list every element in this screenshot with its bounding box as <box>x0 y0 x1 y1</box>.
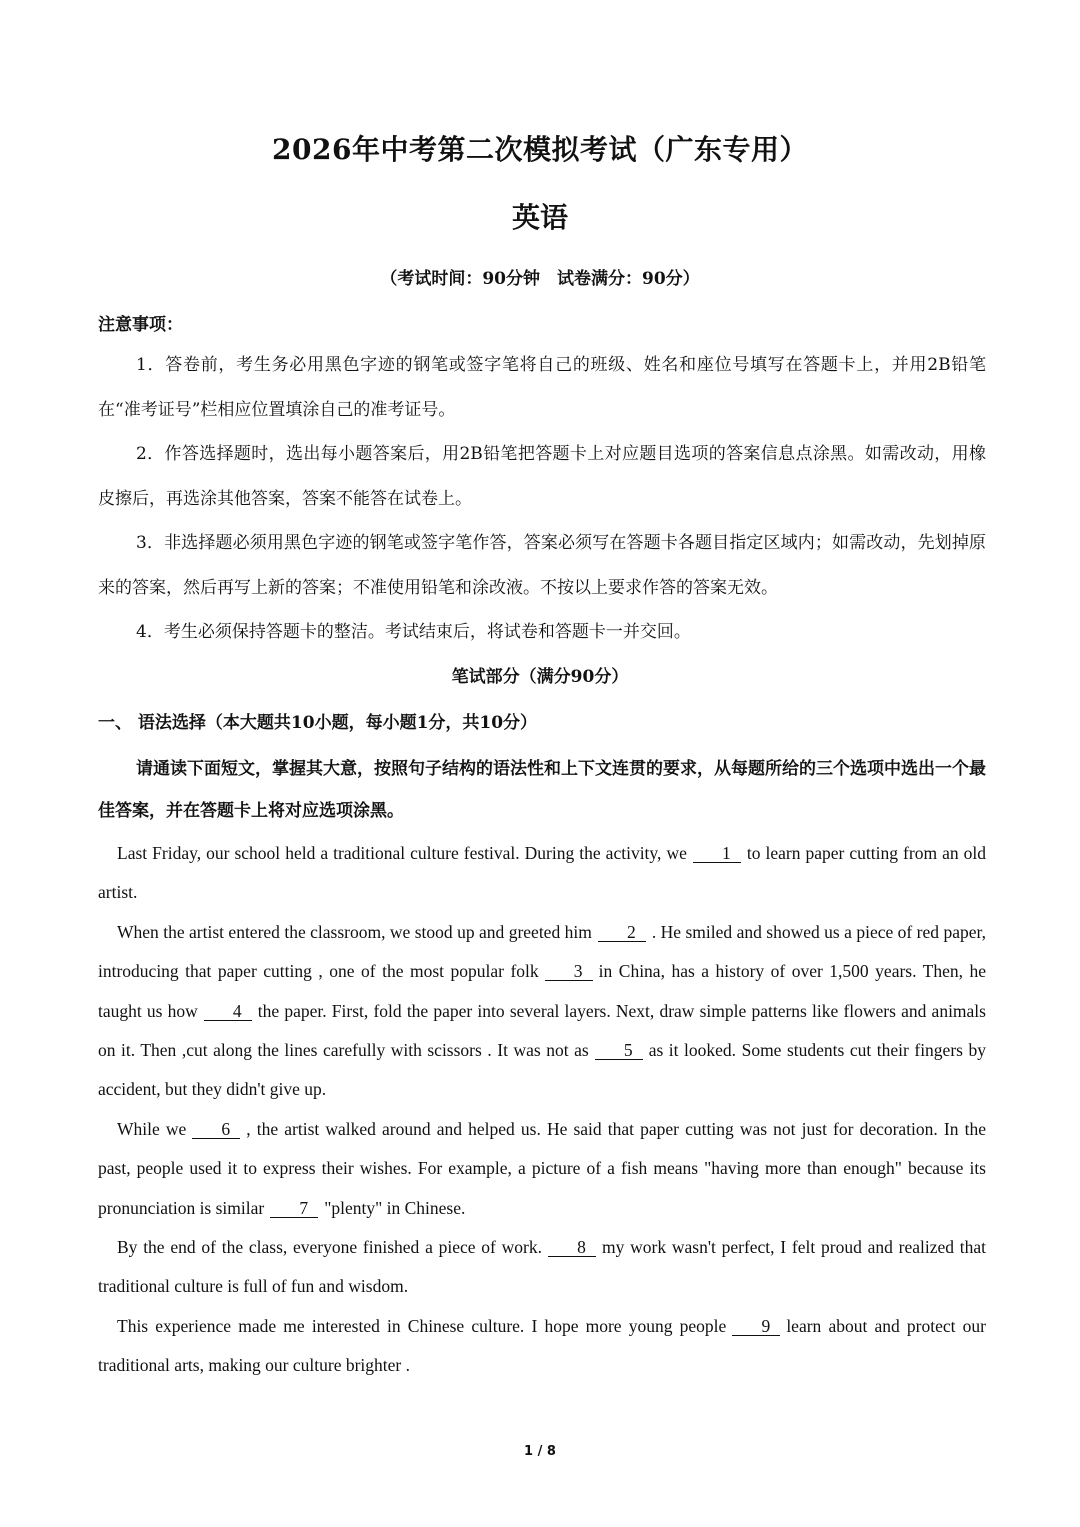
notice-item: 2．作答选择题时，选出每小题答案后，用2B铅笔把答题卡上对应题目选项的答案信息点涂黑。如需改动，用橡皮擦后，再选涂其他答案，答案不能答在试卷上。 <box>98 444 986 509</box>
instruction-text: 请通读下面短文，掌握其大意，按照句子结构的语法性和上下文连贯的要求，从每题所给的三个选项中选出一个最佳答案，并在答题卡上将对应选项涂黑。 <box>98 759 986 821</box>
passage-text: , the artist walked around and helped us. He said that paper cutting was not just for decoration. In the past, people used it to express their wishes. For example, a picture of a fish means "having more than enough" because its pronunciation is similar <box>98 1118 986 1218</box>
section-instruction <box>98 748 986 832</box>
passage-text: in China, has a history of over 1,500 years. Then, he taught us how <box>98 961 987 1021</box>
blank-1: 1 <box>693 844 741 863</box>
passage-paragraph <box>98 913 986 1110</box>
passage-text: learn about and protect our traditional arts, making our culture brighter . <box>98 1315 986 1376</box>
blank-2: 2 <box>598 923 646 942</box>
blank-9: 9 <box>732 1317 780 1336</box>
passage-text: While we <box>117 1118 187 1139</box>
notice-item: 3．非选择题必须用黑色字迹的钢笔或签字笔作答，答案必须写在答题卡各题目指定区域内；如需改动，先划掉原来的答案，然后再写上新的答案；不准使用铅笔和涂改液。不按以上要求作答的答案无效。 <box>98 533 986 598</box>
notice-heading: 注意事项： <box>98 315 183 335</box>
page-number: 1 / 8 <box>524 1444 556 1459</box>
passage-paragraph <box>98 834 986 913</box>
reading-passage <box>98 834 986 1386</box>
passage-text: as it looked. Some students cut their fingers by accident, but they didn't give up. <box>98 1040 986 1100</box>
passage-text: This experience made me interested in Chinese culture. I hope more young people <box>117 1315 727 1336</box>
notice-item: 1．答卷前，考生务必用黑色字迹的钢笔或签字笔将自己的班级、姓名和座位号填写在答题卡上，并用2B铅笔在“准考证号”栏相应位置填涂自己的准考证号。 <box>98 355 986 420</box>
passage-text: Last Friday, our school held a traditional culture festival. During the activity, we <box>117 843 687 863</box>
notice-item: 4．考生必须保持答题卡的整洁。考试结束后，将试卷和答题卡一并交回。 <box>136 622 691 642</box>
passage-text: When the artist entered the classroom, we stood up and greeted him <box>117 921 592 942</box>
notice-list <box>98 343 986 655</box>
passage-text: . He smiled and showed us a piece of red paper, introducing that paper cutting , one of the most popular folk <box>98 921 986 982</box>
blank-5: 5 <box>595 1041 643 1060</box>
passage-paragraph <box>98 1110 986 1228</box>
exam-title: 2026年中考第二次模拟考试（广东专用） <box>272 133 808 166</box>
blank-3: 3 <box>545 962 593 981</box>
passage-paragraph <box>98 1307 986 1386</box>
exam-info: （考试时间：90分钟 试卷满分：90分） <box>380 269 700 289</box>
blank-4: 4 <box>204 1002 252 1021</box>
passage-text: By the end of the class, everyone finished a piece of work. <box>117 1237 542 1258</box>
passage-text: "plenty" in Chinese. <box>324 1197 466 1218</box>
passage-text: my work wasn't perfect, I felt proud and realized that traditional culture is full of fun and wisdom. <box>98 1237 987 1297</box>
written-part-heading: 笔试部分（满分90分） <box>451 667 629 687</box>
section-heading: 一、 语法选择（本大题共10小题，每小题1分，共10分） <box>98 713 538 733</box>
passage-text: to learn paper cutting from an old artist. <box>98 843 987 903</box>
blank-8: 8 <box>548 1238 596 1257</box>
passage-text: the paper. First, fold the paper into several layers. Next, draw simple patterns like flowers and animals on it. Then ,cut along the lines carefully with scissors . It was not as <box>98 1000 986 1061</box>
subject-title: 英语 <box>511 201 568 234</box>
blank-7: 7 <box>270 1199 318 1218</box>
passage-paragraph <box>98 1228 986 1307</box>
blank-6: 6 <box>192 1120 240 1139</box>
